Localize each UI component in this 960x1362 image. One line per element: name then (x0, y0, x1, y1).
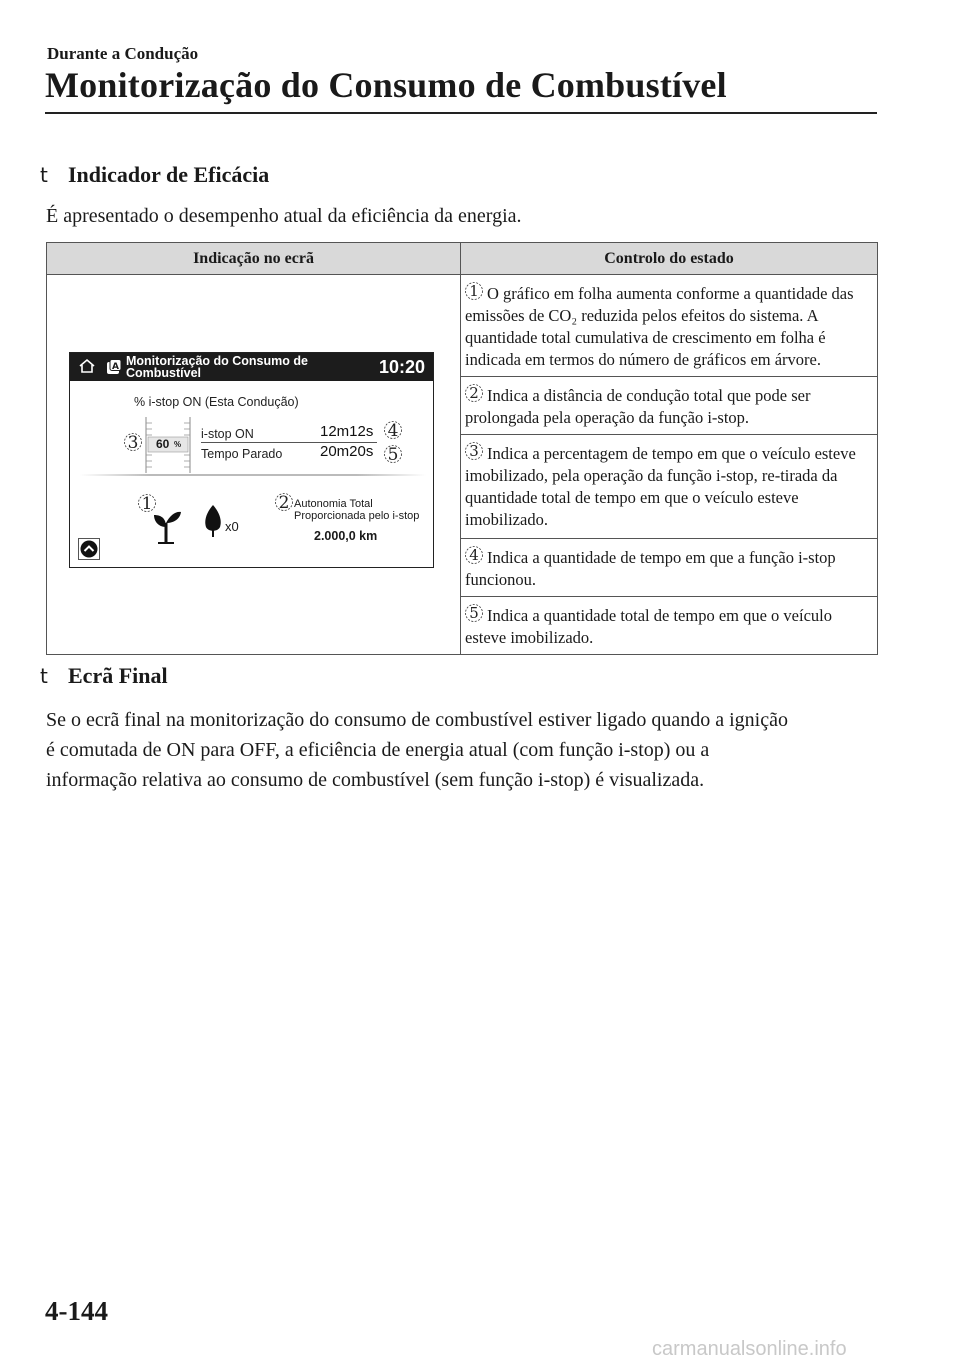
callout-2-icon (465, 382, 483, 404)
svg-text:A: A (112, 362, 119, 372)
svg-text:2: 2 (278, 493, 290, 513)
home-icon (78, 358, 96, 379)
istop-on-label: i-stop ON (201, 427, 254, 441)
svg-text:5: 5 (469, 604, 479, 622)
table-row (461, 377, 878, 435)
section-heading-text: Indicador de Eficácia (68, 162, 270, 187)
section-heading-efficiency (40, 162, 269, 188)
row-text: Indica a quantidade de tempo em que a função i-stop funcionou. (465, 548, 836, 589)
leaf-plant-icon (152, 505, 182, 550)
tree-icon (203, 503, 223, 544)
body-line: Se o ecrã final na monitorização do consumo de combustível estiver ligado quando a ignição (46, 709, 788, 731)
section-kicker: Durante a Condução (47, 44, 199, 63)
stopped-time-label: Tempo Parado (201, 447, 283, 461)
svg-text:3: 3 (469, 442, 479, 460)
callout-5-icon (465, 602, 483, 624)
svg-text:1: 1 (469, 282, 479, 300)
svg-text:1: 1 (141, 494, 153, 514)
body-line: é comutada de ON para OFF, a eficiência de energia atual (com função i-stop) ou a (46, 739, 710, 761)
range-label-1: Autonomia Total (294, 498, 373, 510)
body-line: informação relativa ao consumo de combustível (sem função i-stop) é visualizada. (46, 769, 705, 791)
bullet-icon: t (40, 163, 48, 187)
tree-count: x0 (225, 519, 239, 534)
title-rule (45, 112, 877, 114)
callout-3-icon (124, 430, 142, 459)
range-label-2: Proporcionada pelo i-stop (294, 510, 420, 522)
istop-on-value: 12m12s (320, 423, 374, 440)
table-header-display: Indicação no ecrã (47, 243, 461, 275)
row-text: Indica a percentagem de tempo em que o veículo esteve imobilizado, pela operação da função i-stop, re-tirada da quantidade total de tempo em que o veículo esteve imobilizado. (465, 444, 856, 529)
svg-text:4: 4 (387, 421, 399, 441)
fuel-monitor-screen (69, 352, 434, 568)
page-title: Monitorização do Consumo de Combustível (45, 65, 727, 105)
callout-5-icon (384, 442, 402, 471)
page-number: 4-144 (45, 1296, 108, 1326)
table-row (461, 275, 878, 377)
range-value: 2.000,0 km (314, 529, 378, 543)
table-row (461, 597, 878, 655)
svg-text:4: 4 (469, 546, 479, 564)
section-heading-text: Ecrã Final (68, 663, 168, 688)
svg-text:2: 2 (469, 384, 479, 402)
screen-title: Monitorização do Consumo de Combustível (126, 354, 308, 380)
table-row (461, 539, 878, 597)
row-text: Indica a distância de condução total que pode ser prolongada pela operação da função i-stop. (465, 386, 811, 427)
expand-button[interactable] (78, 538, 100, 565)
callout-1-icon (138, 491, 156, 520)
row-text: O gráfico em folha aumenta conforme a quantidade das emissões de CO₂ reduzida pelos efeitos do sistema. A quantidade total cumulativa de crescimento em folha é indicada em termos do número de gráficos em árvore. (465, 284, 854, 369)
table-row (461, 435, 878, 539)
gauge-value: 60 (156, 437, 170, 451)
table-header-status: Controlo do estado (461, 243, 878, 275)
bullet-icon: t (40, 664, 48, 688)
istop-percent-heading: % i-stop ON (Esta Condução) (134, 395, 299, 409)
callout-4-icon (465, 544, 483, 566)
section-heading-final-screen (40, 663, 168, 689)
screen-header-bar (70, 353, 433, 381)
section-body (46, 705, 886, 795)
screen-clock: 10:20 (378, 357, 425, 377)
callout-1-icon (465, 280, 483, 302)
callout-2-icon (275, 490, 293, 519)
gauge-unit: % (174, 440, 182, 449)
row-text: Indica a quantidade total de tempo em que o veículo esteve imobilizado. (465, 606, 833, 647)
section-divider (80, 474, 426, 476)
svg-text:5: 5 (387, 445, 399, 465)
app-badge-icon (106, 359, 122, 380)
watermark-text: carmanualsonline.info (652, 1338, 847, 1360)
callout-3-icon (465, 440, 483, 462)
svg-text:3: 3 (127, 433, 139, 453)
stopped-time-value: 20m20s (320, 443, 374, 460)
section-intro: É apresentado o desempenho atual da eficiência da energia. (46, 205, 522, 227)
